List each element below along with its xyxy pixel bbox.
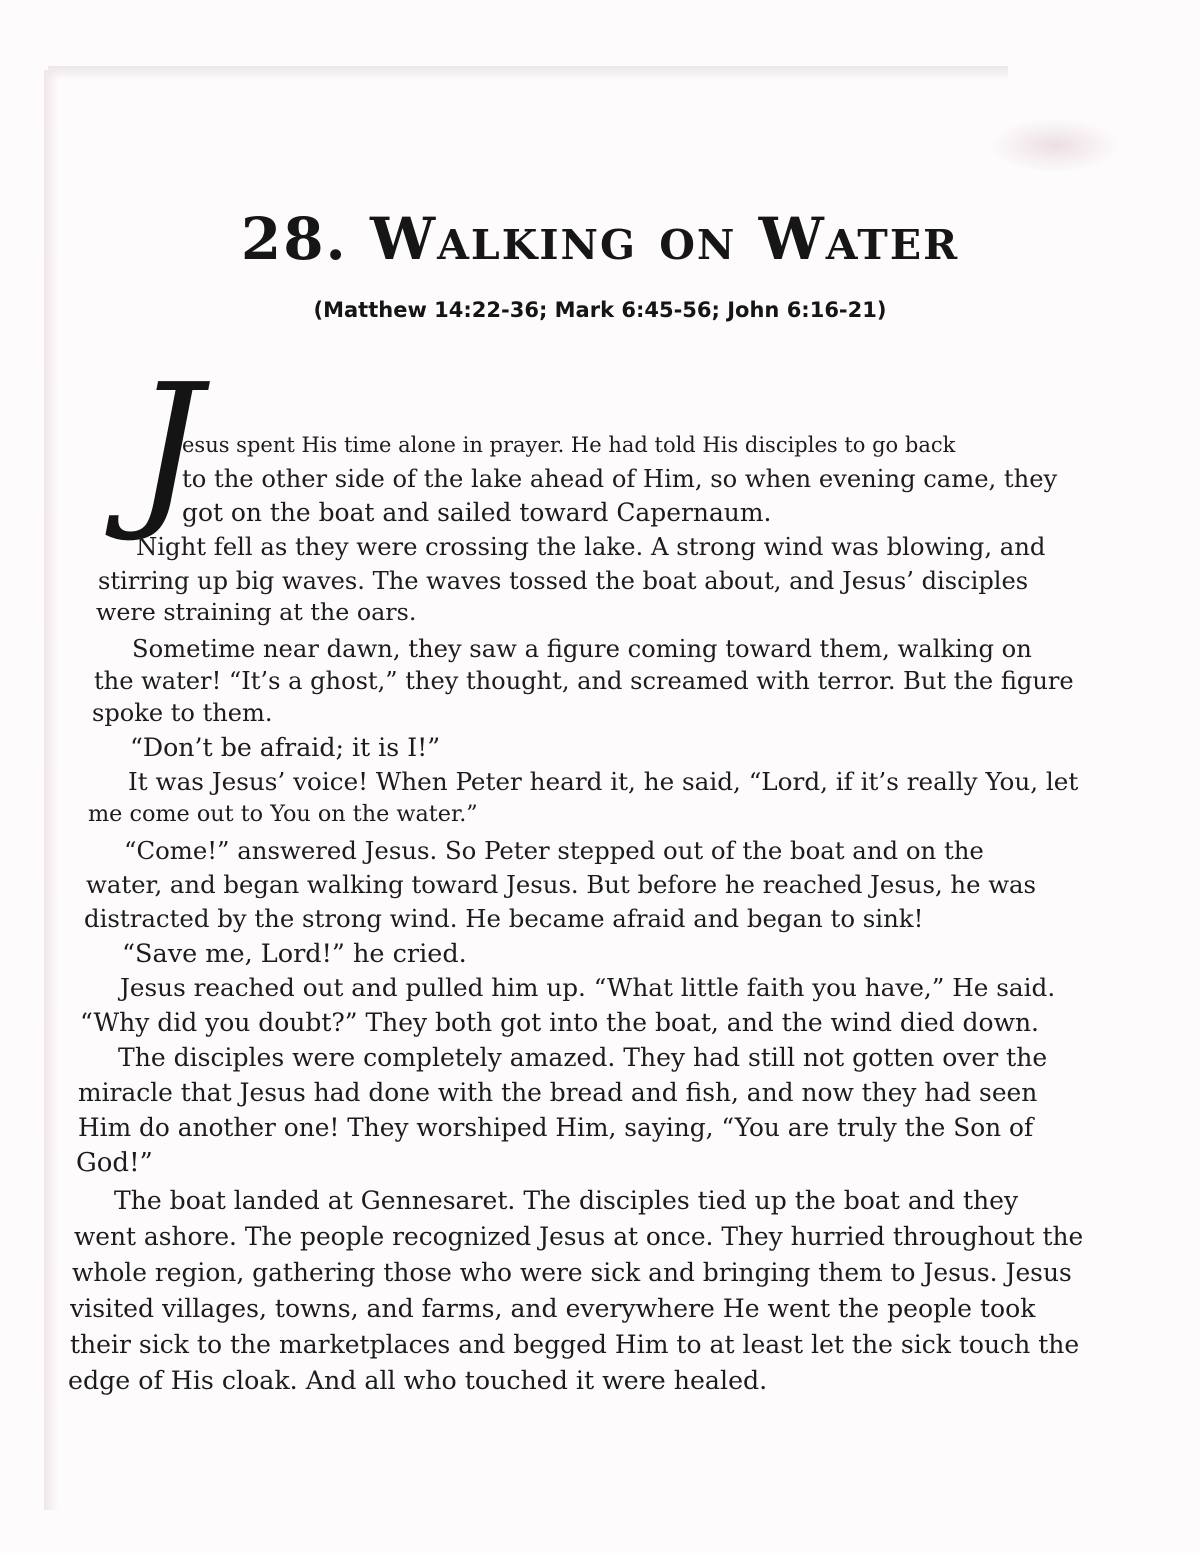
text-line: esus spent His time alone in prayer. He had told His disciples to go back (182, 433, 956, 457)
drop-cap: J (134, 348, 203, 546)
text-line: miracle that Jesus had done with the bread and fish, and now they had seen (78, 1078, 1038, 1107)
text-line: “Save me, Lord!” he cried. (122, 939, 467, 969)
text-line: God!” (76, 1148, 153, 1178)
chapter-title: 28. Walking on Water (240, 205, 960, 273)
text-line: “Come!” answered Jesus. So Peter stepped out of the boat and on the (124, 836, 984, 865)
text-line: Sometime near dawn, they saw a figure coming toward them, walking on (132, 635, 1032, 663)
text-line: “Don’t be afraid; it is I!” (130, 733, 441, 762)
text-line: the water! “It’s a ghost,” they thought, and screamed with terror. But the figure (94, 667, 1074, 695)
text-line: stirring up big waves. The waves tossed the boat about, and Jesus’ disciples (98, 567, 1029, 595)
text-line: whole region, gathering those who were sick and bringing them to Jesus. Jesus (72, 1258, 1072, 1287)
text-line: water, and began walking toward Jesus. But before he reached Jesus, he was (86, 870, 1037, 899)
text-line: Jesus reached out and pulled him up. “What little faith you have,” He said. (120, 973, 1056, 1002)
text-line: got on the boat and sailed toward Capernaum. (182, 498, 772, 527)
text-line: distracted by the strong wind. He became afraid and began to sink! (84, 904, 924, 933)
text-line: were straining at the oars. (96, 598, 417, 626)
text-line: went ashore. The people recognized Jesus at once. They hurried throughout the (74, 1222, 1084, 1251)
scripture-references: (Matthew 14:22-36; Mark 6:45-56; John 6:16-21) (313, 298, 887, 322)
text-line: It was Jesus’ voice! When Peter heard it, he said, “Lord, if it’s really You, let (128, 767, 1079, 796)
text-line: me come out to You on the water.” (88, 801, 478, 827)
scan-shadow-top (48, 66, 1008, 80)
text-line: The disciples were completely amazed. They had still not gotten over the (118, 1043, 1048, 1072)
text-line: their sick to the marketplaces and begged Him to at least let the sick touch the (70, 1330, 1080, 1359)
text-line: Night fell as they were crossing the lake. A strong wind was blowing, and (136, 532, 1046, 561)
text-line: Him do another one! They worshiped Him, saying, “You are truly the Son of (78, 1113, 1034, 1142)
scan-smudge (990, 118, 1120, 173)
text-line: The boat landed at Gennesaret. The disciples tied up the boat and they (114, 1186, 1019, 1215)
scan-shadow-left (44, 70, 58, 1510)
text-line: “Why did you doubt?” They both got into the boat, and the wind died down. (80, 1008, 1039, 1037)
text-line: visited villages, towns, and farms, and everywhere He went the people took (70, 1294, 1036, 1323)
text-line: to the other side of the lake ahead of Him, so when evening came, they (182, 465, 1058, 493)
text-line: spoke to them. (92, 699, 273, 727)
text-line: edge of His cloak. And all who touched it were healed. (68, 1366, 768, 1395)
